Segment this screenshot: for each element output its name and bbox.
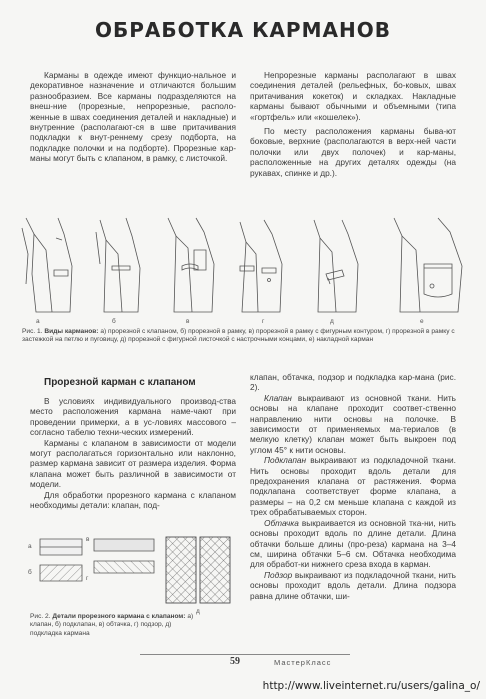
figure-2-pocket-parts [28, 535, 234, 607]
pocket-types-paragraph: Непрорезные карманы располагают в швах соединения деталей (рельефных, бо-ковых, швах притачивания кокеток) и складках. Накладные карманы бывают обычными и объемными (типа «гортфель» или «кошелек»). [250, 70, 456, 122]
underlay-paragraph [250, 570, 456, 601]
fig2-label-b: б [28, 569, 32, 576]
underflap-text: выкраивают из подкладочной ткани. Нить основы проходит вдоль детали для предохранения клапана от растяжения. Форма подклапана соответствует форме клапана, а размеры – на 0,2 см меньше клапана с каждой из трех обрабатываемых сторон. [250, 455, 456, 518]
figure-2-caption [30, 613, 200, 638]
fig2-caption-text: а) клапан, б) подклапан, в) обтачка, г) подзор, д) подкладка кармана [30, 613, 194, 637]
sketch-f [394, 218, 462, 312]
intro-paragraph: Карманы в одежде имеют функцио-нальное и декоративное назначение и отличаются большим разнообразием. Все карманы подразделяются на внеш-ние (прорезные, непрорезные, располо-женные в швах соединения деталей и накладные) и внутренние (располагают-ся в шве притачивания подкладки к внут-реннему срезу подборта, на подкладке полочки и на подборте). Прорезные кар-маны могут быть с клапаном, в рамку, с листочкой. [30, 70, 236, 164]
fig2-caption-prefix: Рис. 2. [30, 613, 51, 620]
parts-list-text: клапан, обтачка, подзор и подкладка кар-мана (рис. 2). [250, 372, 456, 393]
sketch-e [314, 220, 358, 312]
source-url-watermark: http://www.liveinternet.ru/users/galina_o/ [262, 680, 480, 692]
body-left-column [30, 396, 236, 510]
part-b-underflap [40, 565, 82, 581]
page-number: 59 [230, 656, 240, 667]
underlay-text: выкраивают из подкладочной ткани, нить основы проходит вдоль детали. Длина подзора равна длине обтачки, ши- [250, 569, 456, 601]
facing-lead: Обтачка [264, 517, 299, 528]
fig1-label-d: г [262, 318, 265, 325]
fig2-label-d: д [196, 608, 200, 615]
footer-rule [140, 654, 350, 655]
section-heading: Прорезной карман с клапаном [44, 377, 196, 388]
part-v-facing [94, 539, 154, 551]
fig1-caption-text: а) прорезной с клапаном, б) прорезной в рамку, в) прорезной в рамку с фигурным контуром, г) прорезной в рамку с застежкой на петлю и пуговицу, д) прорезной с фигурной листочкой с настрочными концами, е) накладной карман [22, 328, 455, 344]
figure-1-pocket-types [18, 214, 470, 318]
facing-text: выкраивается из основной тка-ни, нить основы проходит вдоль по длине детали. Длина обтачки больше длины (про-реза) кармана на 3–4 см, ширина обтачки 5–6 см. Обтачка необходима для обработ-ки нижнего среза входа в карман. [250, 517, 456, 570]
fig2-label-a: а [28, 543, 32, 550]
sketch-a [22, 218, 72, 312]
fig1-caption-prefix: Рис. 1. [22, 328, 43, 335]
flap-lead: Клапан [264, 392, 292, 403]
page-title: ОБРАБОТКА КАРМАНОВ [95, 18, 391, 42]
figure-1-caption [22, 328, 462, 345]
fig1-label-e: д [330, 318, 334, 325]
sketch-b [96, 218, 140, 312]
magazine-brand: МастерКласс [274, 658, 332, 667]
parts-needed-paragraph: Для обработки прорезного кармана с клапаном необходимы детали: клапан, под- [30, 489, 236, 511]
fig1-label-f: е [420, 318, 424, 325]
production-paragraph: В условиях индивидуального производ-ства место расположения кармана наме-чают при проведении примерки, а в ус-ловиях массового – согласно табелю техни-ческих измерений. [30, 396, 236, 438]
intro-right-column [250, 70, 456, 178]
body-right-column [250, 372, 456, 601]
flap-text: выкраивают из основной ткани. Нить основы на клапане проходит соответ-ственно направлению нити основы на полочке. В зависимости от применяемых ма-териалов (в мелкую клетку) клапан может быть выкроен под углом 45° к нити основы. [250, 392, 456, 455]
part-a-flap [40, 539, 82, 555]
sketch-c [168, 218, 214, 312]
underflap-lead: Подклапан [264, 455, 307, 466]
fig1-label-a: а [36, 318, 40, 325]
part-g-underlay [94, 561, 154, 573]
fig1-caption-bold: Виды карманов: [44, 328, 99, 335]
underlay-lead: Подзор [264, 569, 293, 580]
intro-left-column [30, 70, 236, 164]
facing-paragraph [250, 518, 456, 570]
parts-list-continuation [250, 372, 456, 393]
sketch-d [240, 220, 282, 312]
fig1-label-c: в [186, 318, 190, 325]
flap-paragraph [250, 393, 456, 455]
part-d-pocket-lining [166, 537, 230, 603]
underflap-paragraph [250, 455, 456, 517]
pocket-location-paragraph: По месту расположения карманы быва-ют боковые, верхние (располагаются в верх-ней части полочки или двух полочек) и кар-маны, расположенные на других деталях одежды (на рукавах, спинке и др.). [250, 126, 456, 178]
fig1-label-b: б [112, 318, 116, 325]
fig2-label-v: в [86, 536, 90, 543]
fig2-label-g: г [86, 575, 89, 582]
fig2-caption-bold: Детали прорезного кармана с клапаном: [52, 613, 186, 620]
flap-position-paragraph: Карманы с клапаном в зависимости от модели могут располагаться горизонтально или наклонно, размер кармана зависит от размера изделия. Форма клапана может быть различной в зависимости от модели. [30, 437, 236, 490]
